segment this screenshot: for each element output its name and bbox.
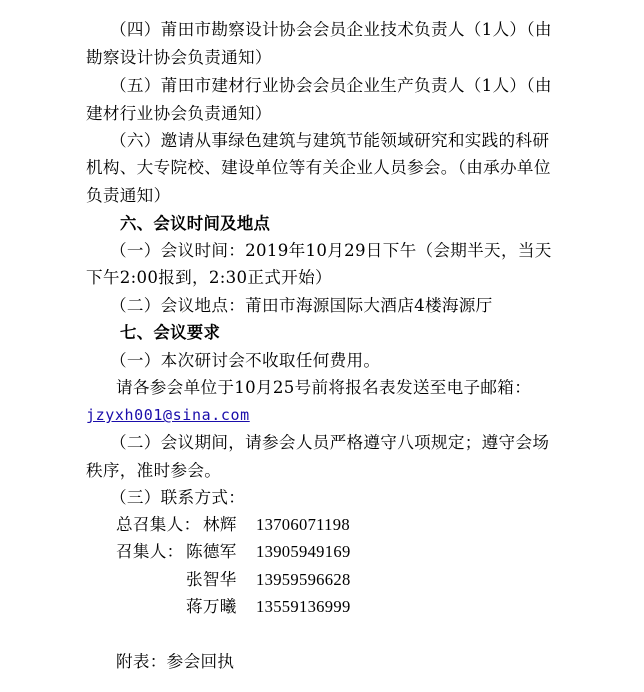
section-heading: 七、会议要求 bbox=[120, 323, 221, 342]
text-line: （二）会议地点：莆田市海源国际大酒店4楼海源厅 bbox=[110, 296, 493, 315]
text-line: （四）莆田市勘察设计协会会员企业技术负责人（1人）（由 bbox=[110, 20, 552, 39]
text-line: （五）莆田市建材行业协会会员企业生产负责人（1人）（由 bbox=[110, 76, 552, 95]
section-heading: 六、会议时间及地点 bbox=[120, 214, 271, 233]
contact-name: 林辉 bbox=[203, 515, 237, 534]
text-line: 请各参会单位于10月25号前将报名表发送至电子邮箱： bbox=[116, 378, 532, 397]
text-line: 秩序，准时参会。 bbox=[86, 461, 222, 480]
text-line: 负责通知） bbox=[86, 186, 171, 205]
text-line: （三）联系方式： bbox=[110, 488, 246, 507]
email-link[interactable]: jzyxh001@sina.com bbox=[86, 406, 250, 424]
contact-name: 陈德军 bbox=[186, 542, 237, 561]
contact-name: 张智华 bbox=[186, 570, 237, 589]
contact-phone: 13559136999 bbox=[256, 597, 351, 616]
contact-role: 总召集人： bbox=[116, 515, 201, 534]
contact-role: 召集人： bbox=[116, 542, 184, 561]
contact-phone: 13959596628 bbox=[256, 570, 351, 589]
text-line: （六）邀请从事绿色建筑与建筑节能领域研究和实践的科研 bbox=[110, 131, 550, 150]
text-line: 下午2:00报到，2:30正式开始） bbox=[86, 268, 332, 287]
text-line: （一）会议时间：2019年10月29日下午（会期半天，当天 bbox=[110, 241, 552, 260]
contact-name: 蒋万曦 bbox=[186, 597, 237, 616]
attachment-note: 附表：参会回执 bbox=[116, 652, 235, 671]
text-line: 建材行业协会负责通知） bbox=[86, 104, 272, 123]
contact-phone: 13706071198 bbox=[256, 515, 350, 534]
text-line: （二）会议期间，请参会人员严格遵守八项规定；遵守会场 bbox=[110, 433, 550, 452]
contact-phone: 13905949169 bbox=[256, 542, 351, 561]
text-line: 勘察设计协会负责通知） bbox=[86, 48, 272, 67]
text-line: （一）本次研讨会不收取任何费用。 bbox=[110, 351, 381, 370]
text-line: 机构、大专院校、建设单位等有关企业人员参会。（由承办单位 bbox=[86, 158, 551, 177]
